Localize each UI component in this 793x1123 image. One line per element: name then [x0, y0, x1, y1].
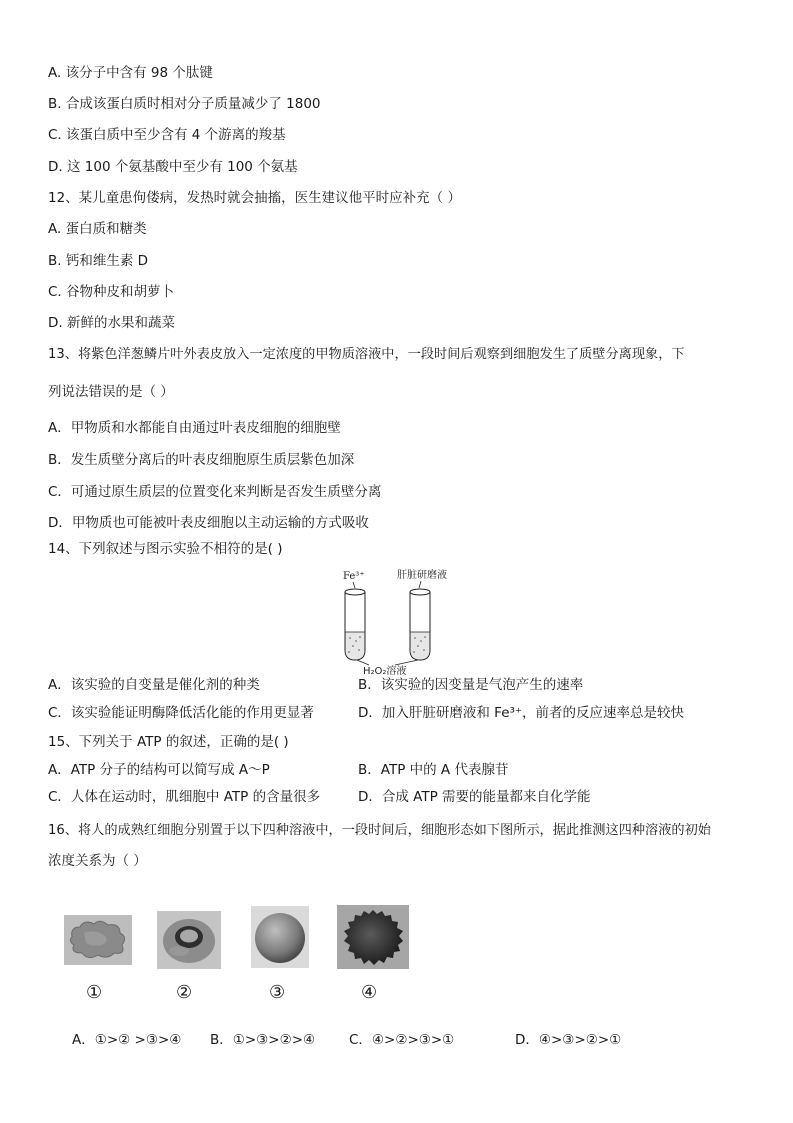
q15-option-b: B．ATP 中的 A 代表腺苷 [358, 762, 509, 778]
fe-label: Fe³⁺ [343, 571, 365, 582]
q11-option-a: A. 该分子中含有 98 个肽键 [48, 65, 213, 81]
q16-option-a: A．①>② >③>④ [72, 1032, 182, 1048]
q13-option-d: D．甲物质也可能被叶表皮细胞以主动运输的方式吸收 [48, 515, 369, 531]
cell-label-1: ① [86, 982, 103, 1003]
q12-option-d: D. 新鲜的水果和蔬菜 [48, 315, 175, 331]
test-tube-diagram [335, 566, 465, 676]
q11-option-c: C. 该蛋白质中至少含有 4 个游离的羧基 [48, 127, 286, 143]
q12-option-a: A. 蛋白质和糖类 [48, 221, 147, 237]
q16-option-b: B．①>③>②>④ [210, 1032, 316, 1048]
h2o2-label: H₂O₂溶液 [363, 666, 407, 676]
q12-option-c: C. 谷物种皮和胡萝卜 [48, 284, 175, 300]
q11-option-d: D. 这 100 个氨基酸中至少有 100 个氨基 [48, 159, 298, 175]
q12-option-b: B. 钙和维生素 D [48, 253, 149, 269]
q14-option-d: D．加入肝脏研磨液和 Fe³⁺，前者的反应速率总是较快 [358, 705, 685, 721]
q14-option-b: B．该实验的因变量是气泡产生的速率 [358, 677, 584, 693]
q16-stem-line1: 16、将人的成熟红细胞分别置于以下四种溶液中，一段时间后，细胞形态如下图所示，据此推测这四种溶液的初始 [48, 823, 711, 838]
cell-label-2: ② [176, 982, 193, 1003]
q16-stem-line2: 浓度关系为（ ） [48, 853, 147, 869]
cell-image-1 [64, 915, 132, 965]
q16-option-d: D．④>③>②>① [515, 1032, 622, 1048]
q15-option-a: A．ATP 分子的结构可以简写成 A～P [48, 762, 270, 778]
cell-label-4: ④ [361, 982, 378, 1003]
q13-option-c: C．可通过原生质层的位置变化来判断是否发生质壁分离 [48, 484, 382, 500]
q13-option-a: A．甲物质和水都能自由通过叶表皮细胞的细胞壁 [48, 420, 341, 436]
q11-option-b: B. 合成该蛋白质时相对分子质量减少了 1800 [48, 96, 321, 112]
cell-label-3: ③ [269, 982, 286, 1003]
q13-stem-line2: 列说法错误的是（ ） [48, 384, 174, 400]
q15-stem: 15、下列关于 ATP 的叙述，正确的是( ) [48, 734, 289, 750]
liver-label: 肝脏研磨液 [397, 570, 447, 581]
q15-option-d: D．合成 ATP 需要的能量都来自化学能 [358, 789, 591, 805]
q13-stem-line1: 13、将紫色洋葱鳞片叶外表皮放入一定浓度的甲物质溶液中，一段时间后观察到细胞发生了质壁分离现象，下 [48, 347, 685, 362]
q12-stem: 12、某儿童患佝偻病，发热时就会抽搐，医生建议他平时应补充（ ） [48, 190, 461, 206]
q13-option-b: B．发生质壁分离后的叶表皮细胞原生质层紫色加深 [48, 452, 355, 468]
q14-option-a: A．该实验的自变量是催化剂的种类 [48, 677, 260, 693]
q14-option-c: C．该实验能证明酶降低活化能的作用更显著 [48, 705, 314, 721]
q16-option-c: C．④>②>③>① [349, 1032, 455, 1048]
q15-option-c: C．人体在运动时，肌细胞中 ATP 的含量很多 [48, 789, 321, 805]
cell-image-3 [251, 906, 309, 968]
cell-image-4 [337, 905, 409, 969]
cell-image-2 [157, 911, 221, 969]
q14-stem: 14、下列叙述与图示实验不相符的是( ) [48, 541, 283, 557]
